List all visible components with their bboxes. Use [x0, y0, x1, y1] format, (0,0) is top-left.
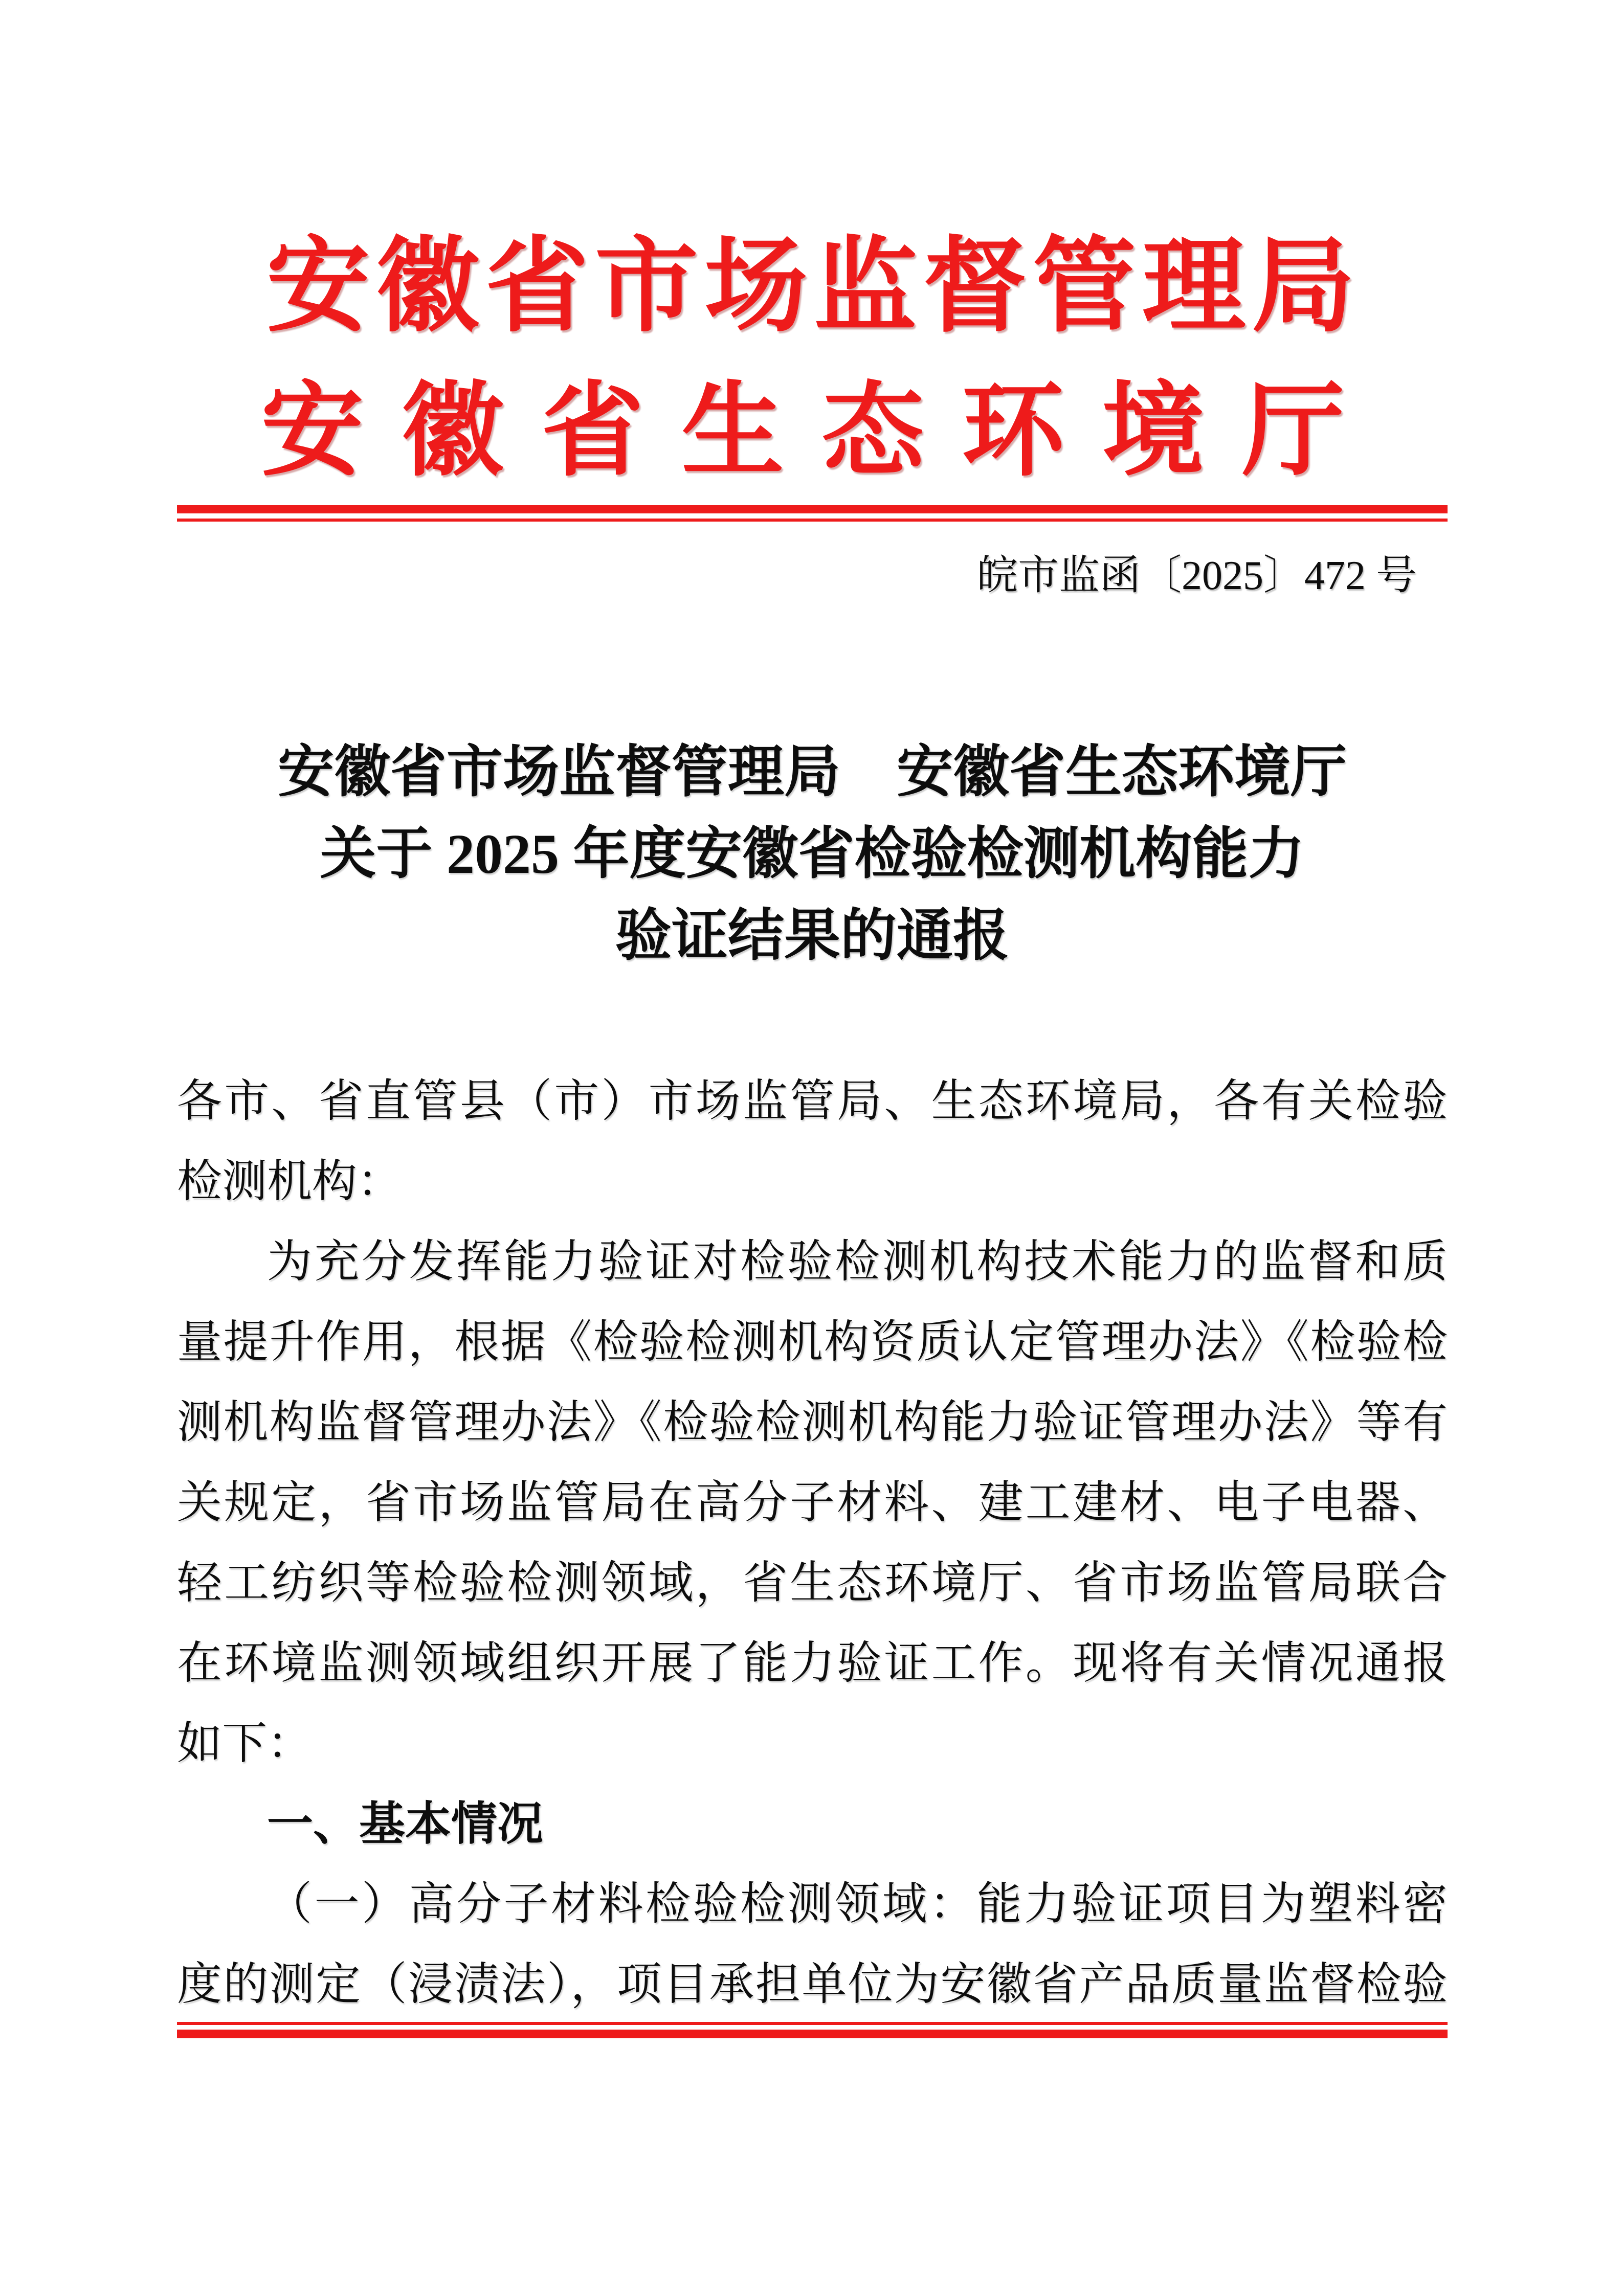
body-line-paragraph: 量提升作用，根据《检验检测机构资质认定管理办法》《检验检	[177, 1318, 1448, 1367]
body-line-paragraph: 在环境监测领域组织开展了能力验证工作。现将有关情况通报	[177, 1639, 1448, 1689]
document-title	[177, 731, 1448, 977]
body-line-salutation-2: 检测机构：	[177, 1157, 403, 1207]
body-line-paragraph: 测机构监督管理办法》《检验检测机构能力验证管理办法》等有	[177, 1398, 1448, 1448]
red-rule-bottom-thick	[177, 2030, 1448, 2038]
red-rule-top-thin	[177, 519, 1448, 522]
red-rule-bottom-thin	[177, 2022, 1448, 2025]
document-title-line3: 验证结果的通报	[615, 905, 1009, 967]
document-body	[177, 1062, 1448, 2025]
body-line-paragraph: 关规定，省市场监管局在高分子材料、建工建材、电子电器、	[177, 1478, 1448, 1528]
document-title-line2: 关于 2025 年度安徽省检验检测机构能力	[320, 823, 1305, 885]
red-rule-top-thick	[177, 505, 1448, 513]
body-line-paragraph-end: 如下：	[177, 1719, 313, 1769]
document-title-line1: 安徽省市场监督管理局 安徽省生态环境厅	[278, 741, 1347, 803]
section-heading-basic-situation: 一、基本情况	[267, 1798, 543, 1850]
document-number: 皖市监函〔2025〕472 号	[977, 553, 1417, 598]
body-line-item-1-continued: 度的测定（浸渍法），项目承担单位为安徽省产品质量监督检验	[177, 1960, 1448, 2010]
letterhead-org-line2: 安徽省生态环境厅	[261, 375, 1383, 488]
body-line-paragraph: 轻工纺织等检验检测领域，省生态环境厅、省市场监管局联合	[177, 1559, 1448, 1608]
body-line-item-1: （一）高分子材料检验检测领域：能力验证项目为塑料密	[267, 1880, 1448, 1929]
letterhead-org-line1: 安徽省市场监督管理局	[266, 230, 1361, 344]
body-line-salutation-1: 各市、省直管县（市）市场监管局、生态环境局，各有关检验	[177, 1077, 1448, 1127]
body-line-paragraph: 为充分发挥能力验证对检验检测机构技术能力的监督和质	[267, 1237, 1448, 1287]
